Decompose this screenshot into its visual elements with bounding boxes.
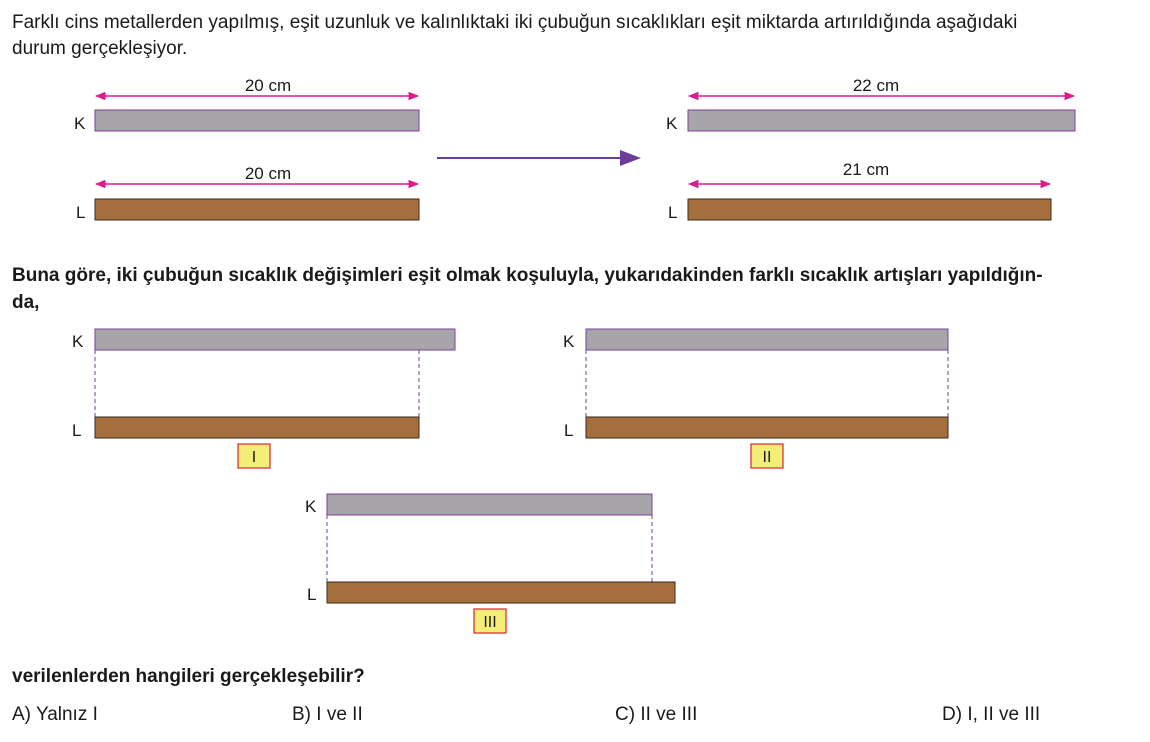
rod-k-case-ii	[586, 329, 948, 350]
rod-label-l-case-i: L	[72, 421, 82, 440]
intro-line-1: Farklı cins metallerden yapılmış, eşit uzunluk ve kalınlıktaki iki çubuğun sıcaklıkları eşit miktarda artırıldığında aşağıdaki	[12, 12, 1018, 33]
rod-label-l-case-ii: L	[564, 421, 574, 440]
choice-b[interactable]	[292, 703, 363, 727]
case-ii	[563, 329, 948, 468]
choice-c-letter: C)	[615, 704, 636, 725]
prompt-line-2: da,	[12, 292, 40, 313]
rod-k-initial	[95, 110, 419, 131]
choice-a[interactable]	[12, 703, 98, 727]
rod-label-k-case-iii: K	[305, 497, 317, 516]
length-label-l-heated: 21 cm	[842, 160, 890, 179]
case-iii	[305, 494, 675, 633]
choice-b-letter: B)	[292, 704, 311, 725]
choice-c-text: II ve III	[640, 704, 698, 725]
rod-label-l-initial: L	[76, 203, 86, 222]
process-arrow	[437, 150, 641, 166]
rod-k-heated	[688, 110, 1075, 131]
length-label-k-initial: 20 cm	[244, 76, 292, 95]
rod-l-case-iii	[327, 582, 675, 603]
rod-l-case-ii	[586, 417, 948, 438]
prompt-line-1: Buna göre, iki çubuğun sıcaklık değişimleri eşit olmak koşuluyla, yukarıdakinden farklı sıcaklık artışları yapıldığın-	[12, 265, 1043, 286]
choice-c[interactable]	[615, 703, 697, 727]
length-label-k-heated: 22 cm	[852, 76, 900, 95]
intro-line-2: durum gerçekleşiyor.	[12, 38, 188, 59]
choice-d-text: I, II ve III	[967, 704, 1041, 725]
rod-l-initial	[95, 199, 419, 220]
rod-k-case-i	[95, 329, 455, 350]
case-i	[72, 329, 455, 468]
rod-label-k-initial: K	[74, 114, 86, 133]
choice-b-text: I ve II	[316, 704, 363, 725]
final-question: verilenlerden hangileri gerçekleşebilir?	[12, 666, 365, 687]
choice-a-text: Yalnız I	[35, 704, 98, 725]
rod-label-l-case-iii: L	[307, 585, 317, 604]
case-label-iii: III	[483, 614, 497, 631]
choice-d[interactable]	[942, 703, 1040, 727]
length-label-l-initial: 20 cm	[244, 164, 292, 183]
rod-label-l-heated: L	[668, 203, 678, 222]
choice-a-letter: A)	[12, 704, 31, 725]
rod-label-k-case-ii: K	[563, 332, 575, 351]
case-label-ii: II	[762, 449, 772, 466]
rod-l-heated	[688, 199, 1051, 220]
choice-d-letter: D)	[942, 704, 963, 725]
rod-label-k-case-i: K	[72, 332, 84, 351]
rod-label-k-heated: K	[666, 114, 678, 133]
rod-k-case-iii	[327, 494, 652, 515]
case-label-i: I	[251, 449, 257, 466]
rod-l-case-i	[95, 417, 419, 438]
